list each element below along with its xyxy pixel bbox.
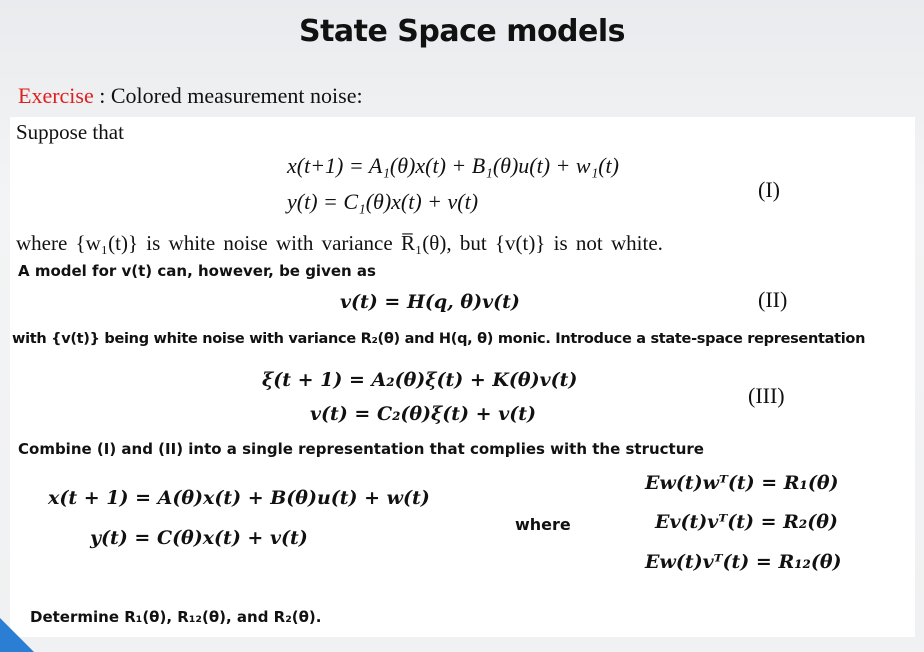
equation-tag-1: (I) [758, 177, 780, 202]
covariance-1: Ew(t)wᵀ(t) = R₁(θ) [645, 472, 839, 494]
equation-1-state: x(t+1) = A₁(θ)x(t) + B₁(θ)u(t) + w₁(t) [287, 153, 619, 178]
exercise-separator: : [93, 83, 111, 108]
equation-4-output: y(t) = C(θ)x(t) + v(t) [90, 527, 308, 549]
determine-text: Determine R₁(θ), R₁₂(θ), and R₂(θ). [30, 608, 322, 626]
where-word: where [515, 515, 571, 534]
exercise-label: Exercise [18, 83, 94, 108]
equation-tag-3: (III) [748, 383, 785, 408]
suppose-text: Suppose that [16, 120, 124, 144]
combine-text: Combine (I) and (II) into a single representation that complies with the structure [18, 440, 704, 458]
covariance-3: Ew(t)vᵀ(t) = R₁₂(θ) [645, 551, 842, 573]
where-text: where {w₁(t)} is white noise with variance R̅₁(θ), but {v(t)} is not white. [16, 231, 663, 255]
exercise-panel [10, 117, 915, 637]
exercise-text: Colored measurement noise: [110, 83, 363, 108]
model-text: A model for v(t) can, however, be given as [18, 262, 376, 280]
with-text: with {v(t)} being white noise with variance R₂(θ) and H(q, θ) monic. Introduce a state-space representation [12, 331, 866, 347]
corner-decoration [0, 618, 34, 652]
equation-3-state: ξ(t + 1) = A₂(θ)ξ(t) + K(θ)v(t) [262, 369, 578, 391]
covariance-2: Ev(t)vᵀ(t) = R₂(θ) [655, 511, 838, 533]
equation-1-output: y(t) = C₁(θ)x(t) + v(t) [287, 189, 479, 214]
equation-3-noise: v(t) = C₂(θ)ξ(t) + v(t) [310, 403, 536, 425]
equation-tag-2: (II) [758, 287, 788, 312]
slide-title: State Space models [298, 14, 626, 49]
exercise-heading [18, 83, 363, 109]
equation-2: v(t) = H(q, θ)v(t) [340, 291, 520, 313]
equation-4-state: x(t + 1) = A(θ)x(t) + B(θ)u(t) + w(t) [48, 487, 430, 509]
